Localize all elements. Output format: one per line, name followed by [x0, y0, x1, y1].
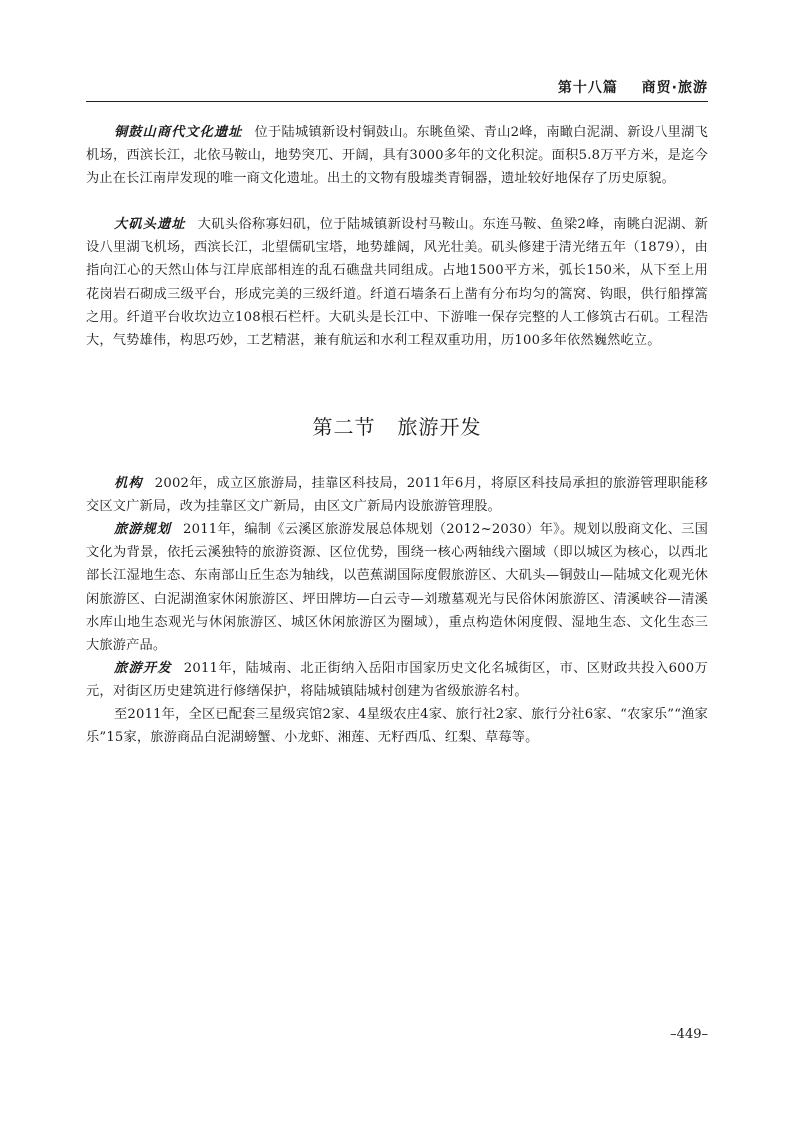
header-rule: [86, 101, 708, 102]
entry-text: 2011年，编制《云溪区旅游发展总体规划（2012~2030）年》。规划以殷商文化、三国文化为背景，依托云溪独特的旅游资源、区位优势，围绕一核心两轴线六圈域（即以城区为核心，以西北部长江湿地生态、东南部山丘生态为轴线，以芭蕉湖国际度假旅游区、大矶头—铜鼓山—陆城文化观光休闲旅游区、白泥湖渔家休闲旅游区、坪田牌坊—白云寺—刘璈墓观光与民俗休闲旅游区、清溪峡谷—清溪水库山地生态观光与休闲旅游区、城区休闲旅游区为圈域），重点构造休闲度假、湿地生态、文化生态三大旅游产品。: [86, 522, 708, 654]
entry-organization: [86, 472, 708, 518]
entry-term: 大矶头遗址: [114, 217, 186, 232]
page-number: –449–: [670, 1027, 708, 1042]
section-title: [86, 410, 708, 444]
entry-term: 铜鼓山商代文化遗址: [114, 125, 243, 140]
entry-tongushan-site: [86, 121, 708, 191]
entry-tourism-development: [86, 657, 708, 703]
entry-dajitou-site: [86, 213, 708, 352]
section-number: 第二节: [312, 415, 376, 439]
header-title: 商贸·旅游: [641, 80, 708, 96]
entry-text: 大矶头俗称寡妇矶，位于陆城镇新设村马鞍山。东连马鞍、鱼梁2峰，南眺白泥湖、新设八里湖飞机场，西滨长江，北望儒矶宝塔，地势雄阔，风光壮美。矶头修建于清光绪五年（1879），由指向江心的天然山体与江岸底部相连的乱石礁盘共同组成。占地1500平方米，弧长150米，从下至上用花岗岩石砌成三级平台，形成完美的三级纤道。纤道石墙条石上凿有分布均匀的篙窝、钩眼，供行船撑篙之用。纤道平台收坎边立108根石栏杆。大矶头是长江中、下游唯一保存完整的人工修筑古石矶。工程浩大，气势雄伟，构思巧妙，工艺精湛，兼有航运和水利工程双重功用，历100多年依然巍然屹立。: [86, 217, 708, 349]
entry-term: 旅游规划: [114, 522, 172, 537]
entry-text: 2011年，陆城南、北正街纳入岳阳市国家历史文化名城街区，市、区财政共投入600万元，对街区历史建筑进行修缮保护，将陆城镇陆城村创建为省级旅游名村。: [86, 661, 709, 700]
entry-text: 位于陆城镇新设村铜鼓山。东眺鱼梁、青山2峰，南瞰白泥湖、新设八里湖飞机场，西滨长江，北依马鞍山，地势突兀、开阔，具有3000多年的文化积淀。面积5.8万平方米，是迄今为止在长江南岸发现的唯一商文化遗址。出土的文物有殷墟类青铜器，遗址较好地保存了历史原貌。: [86, 125, 708, 187]
closing-paragraph: 至2011年，全区已配套三星级宾馆2家、4星级农庄4家、旅行社2家、旅行分社6家、“农家乐”“渔家乐”15家，旅游商品白泥湖螃蟹、小龙虾、湘莲、无籽西瓜、红梨、草莓等。: [86, 707, 708, 746]
header-chapter: 第十八篇: [557, 80, 618, 96]
entry-term: 机构: [114, 476, 143, 491]
running-header: [86, 78, 708, 98]
entry-tourism-planning: [86, 518, 708, 657]
entry-term: 旅游开发: [114, 661, 172, 676]
section-name: 旅游开发: [397, 415, 482, 439]
entry-text: 2002年，成立区旅游局，挂靠区科技局，2011年6月，将原区科技局承担的旅游管理职能移交区文广新局，改为挂靠区文广新局，由区文广新局内设旅游管理股。: [86, 476, 709, 515]
